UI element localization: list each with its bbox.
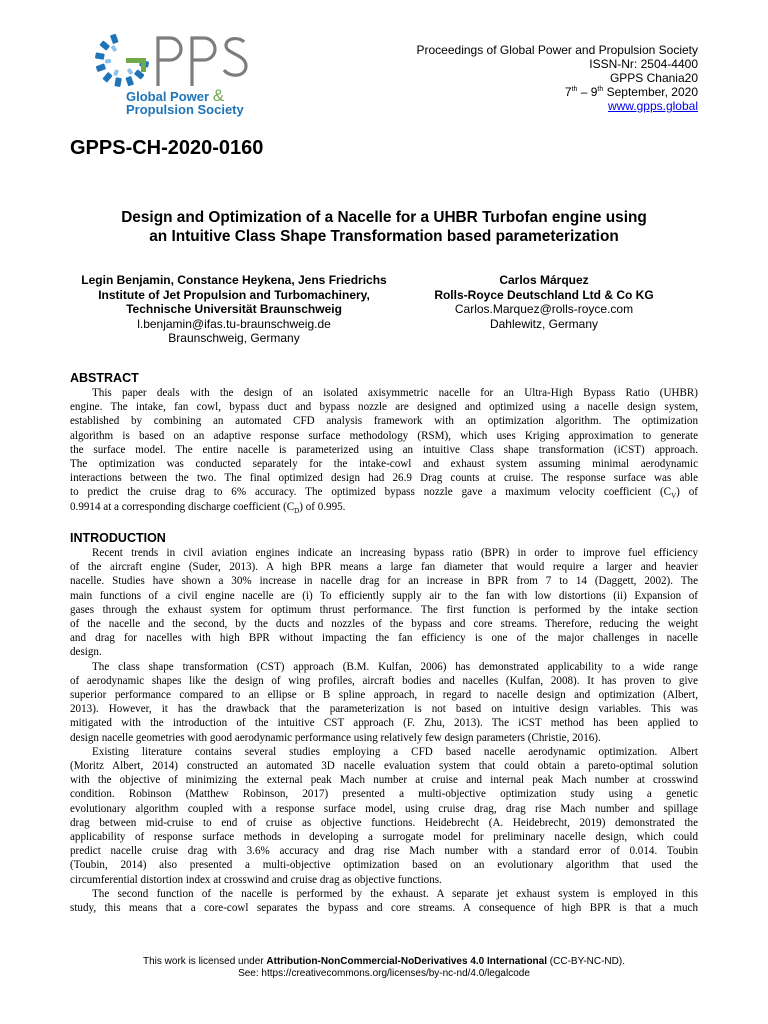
website-link[interactable]: www.gpps.global: [607, 99, 698, 113]
author-city: Braunschweig, Germany: [168, 331, 300, 345]
intro-line: nacelle. Studies have shown a 30% increase in nacelle drag for an increase in BPR from 7 to 14 (Daggett, 2002). The: [70, 575, 698, 588]
authors-right: [410, 273, 678, 331]
proceedings-block: [417, 43, 699, 113]
intro-line: Existing literature contains several studies employing a CFD based nacelle aerodynamic optimization. Albert: [92, 745, 698, 758]
license-line: This work is licensed under Attribution-NonCommercial-NoDerivatives 4.0 International (CC-BY-NC-ND).: [143, 956, 625, 967]
intro-line: study, this means that a core-cowl separates the bypass and core streams. A consequence of high BPR is that a much: [70, 902, 698, 915]
abstract-line: to predict the cruise drag to 6% accuracy. The optimized bypass nozzle gave a maximum velocity coefficient $(C_V)$ of: [70, 486, 698, 501]
abstract-line: the surface model. The entire nacelle is parameterized using an intuitive Class shape transformation (iCST) approach.: [70, 443, 698, 456]
introduction-heading: INTRODUCTION: [70, 531, 166, 545]
affiliation-2: Technische Universität Braunschweig: [126, 302, 342, 316]
intro-line: condition. Robinson (Matthew Robinson, 2017) presented a multi-objective optimization study using a genetic: [70, 788, 698, 801]
intro-line: circumferential distortion index at crosswind and cruise drag as objective functions.: [70, 873, 442, 886]
gpps-logo-mark: [94, 30, 274, 92]
conference-date: 7th – 9th September, 2020: [564, 85, 698, 99]
intro-line: design.: [70, 646, 102, 659]
gpps-logo: [94, 30, 274, 120]
intro-line: (Moritz Albert, 2014) constructed an automated 3D nacelle evaluation system that could obtain a pareto-optimal solution: [70, 760, 698, 773]
author-email: Carlos.Marquez@rolls-royce.com: [454, 302, 634, 316]
license-footer: [40, 956, 728, 980]
issn: ISSN-Nr: 2504-4400: [589, 57, 698, 71]
paper-id: GPPS-CH-2020-0160: [70, 137, 264, 159]
intro-line: of aerodynamic shapes like the design of wing profiles, aircraft bodies and nacelles (Kulfan, 2008). It has proven to give: [70, 674, 698, 687]
license-url: See: https://creativecommons.org/licenses/by-nc-nd/4.0/legalcode: [238, 968, 530, 979]
intro-line: with the objective of minimizing the external peak Mach number at cruise and internal peak Mach number at crosswind: [70, 774, 698, 787]
paper-title: Design and Optimization of a Nacelle for a UHBR Turbofan engine using an Intuitive Class Shape Transformation based parameterization: [121, 209, 647, 245]
intro-line: mitigated with the introduction of the intuitive CST approach (F. Zhu, 2013). The iCST method has been applied to: [70, 717, 698, 730]
intro-line: (Toubin, 2014) also presented a multi-objective optimization based on an evolutionary algorithm that used the: [70, 859, 698, 872]
abstract-line: 0.9914 at a corresponding discharge coefficient $(C_D)$ of 0.995.: [70, 500, 346, 515]
intro-line: 2013). However, it has the drawback that the parameterization is not based on intuitive design variables. This was: [70, 703, 698, 716]
intro-line: Recent trends in civil aviation engines indicate an increasing bypass ratio (BPR) in order to improve fuel efficiency: [92, 547, 698, 559]
abstract-line: interactions between the two. The final optimized design had 26.9 Drag counts at cruise. The response surface was able: [70, 472, 698, 485]
authors-left: [58, 273, 410, 346]
intro-line: predict nacelle cruise drag with 3.6% accuracy and drag rise Mach number with a standard error of 0.014. Toubin: [70, 845, 698, 858]
intro-line: design nacelle geometries with good aerodynamic performance using relatively few design parameters (Christie, 2016).: [70, 731, 601, 744]
abstract-line: engine. The intake, fan cowl, bypass duct and bypass nozzle are designed and optimized using a nacelle design system,: [70, 401, 698, 414]
abstract-line: This paper deals with the design of an isolated axisymmetric nacelle for an Ultra-High Bypass Ratio (UHBR): [92, 387, 698, 399]
intro-line: of the aircraft engine (Suder, 2013). A high BPR means a large fan diameter that would require a larger and heavier: [70, 561, 698, 574]
introduction-body: [70, 546, 698, 915]
logo-line-2: Propulsion Society: [126, 102, 244, 117]
author-city: Dahlewitz, Germany: [489, 316, 599, 331]
intro-line: drag between mid-cruise to end of cruise as objective functions. Heidebrecht (A. Heidebrecht, 2019) demonstrated the: [70, 816, 698, 829]
affiliation: Rolls-Royce Deutschland Ltd & Co KG: [434, 287, 654, 302]
intro-line: applicability of response surface methods in developing a surrogate model for preliminary nacelle design, which could: [70, 831, 698, 844]
abstract-line: established by combining an automated CFD analysis framework with an optimization algorithm. The optimization: [70, 415, 698, 428]
intro-line: The class shape transformation (CST) approach (B.M. Kulfan, 2006) has demonstrated applicability to a wide range: [92, 660, 698, 673]
author-email: l.benjamin@ifas.tu-braunschweig.de: [137, 316, 331, 331]
author-names: Legin Benjamin, Constance Heykena, Jens Friedrichs: [81, 273, 387, 287]
abstract-body: [70, 386, 698, 514]
pps-letters: [158, 38, 246, 86]
abstract-heading: ABSTRACT: [70, 371, 139, 385]
intro-line: main functions of a civil engine nacelle are (i) To efficiently supply air to the fan with low distortions (ii) Expansion of: [70, 589, 698, 602]
logo-line-1: Global Power &: [126, 86, 225, 105]
proceedings-title: Proceedings of Global Power and Propulsion Society: [416, 43, 698, 57]
abstract-line: algorithm is based on an adaptive response surface methodology (RSM), which uses Kriging approximation to generate: [70, 429, 698, 442]
gear-g-icon: [95, 34, 149, 88]
intro-line: The second function of the nacelle is performed by the exhaust. A separate jet exhaust system is employed in this: [92, 887, 698, 900]
intro-line: of the nacelle and the second, by the ducts and nozzles of the bypass and core streams. Therefore, reducing the weight: [70, 618, 698, 631]
affiliation-1: Institute of Jet Propulsion and Turbomachinery,: [98, 287, 370, 302]
intro-line: and drag for nacelles with high BPR without impacting the fan efficiency is one of the major challenges in nacelle: [70, 632, 698, 645]
intro-line: superior performance compared to an ellipse or B spline approach, in regard to nacelle design and optimization (Albert,: [70, 689, 698, 702]
author-name: Carlos Márquez: [499, 273, 589, 287]
intro-line: evolutionary algorithm coupled with a response surface model, using cruise drag, drag rise Mach number and spillage: [70, 802, 698, 815]
conference-name: GPPS Chania20: [609, 71, 698, 85]
intro-line: gases through the exhaust system for optimum thrust performance. The first function is performed by the intake section: [70, 603, 698, 616]
abstract-line: The optimization was conducted separately for the intake-cowl and exhaust system assuming minimal aerodynamic: [70, 458, 698, 471]
